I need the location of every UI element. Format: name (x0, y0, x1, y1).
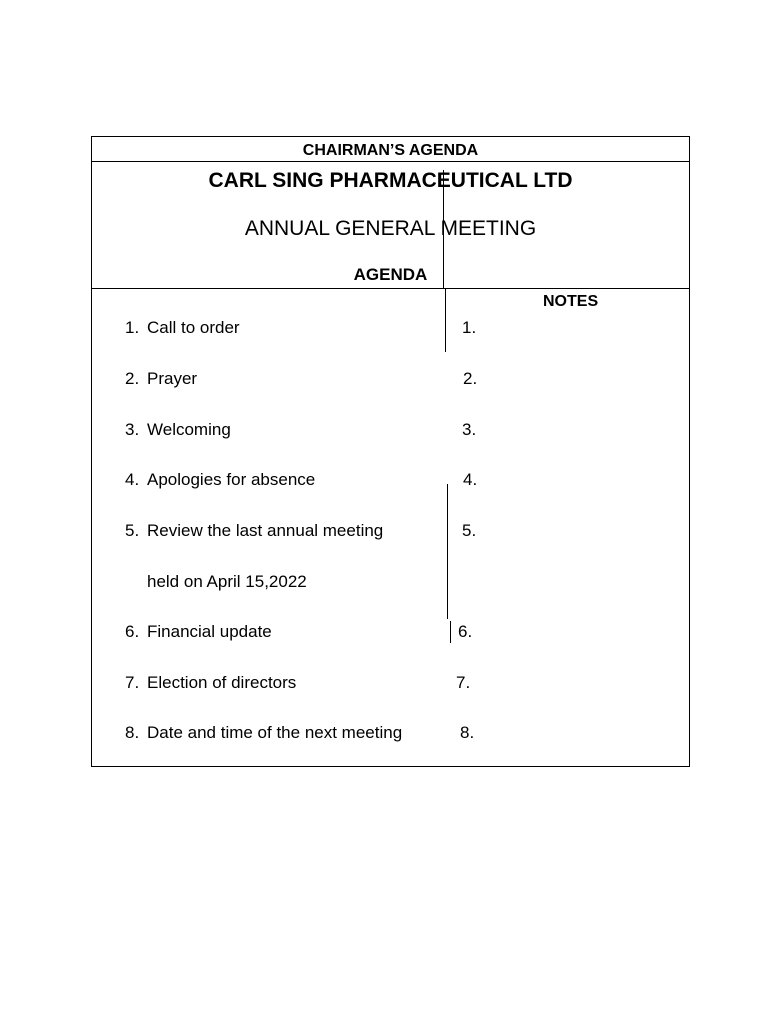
item-number: 4. (125, 470, 140, 489)
item-number: 8. (125, 723, 140, 742)
item-text: Prayer (147, 369, 198, 388)
item-number: 1. (125, 318, 140, 337)
item-number: 3. (125, 420, 140, 439)
body-vertical-line-3 (450, 621, 451, 643)
item-text: Apologies for absence (147, 470, 316, 489)
item-text: Welcoming (147, 420, 231, 439)
item-number: 5. (125, 521, 140, 540)
item-text: Financial update (147, 622, 272, 641)
note-number: 4. (463, 470, 478, 489)
company-name: CARL SING PHARMACEUTICAL LTD (208, 169, 573, 192)
item-text: Date and time of the next meeting (147, 723, 403, 742)
note-number: 8. (460, 723, 475, 742)
header-title: CHAIRMAN’S AGENDA (302, 142, 479, 159)
note-number: 2. (463, 369, 478, 388)
agenda-label: AGENDA (353, 265, 428, 284)
item-number: 7. (125, 673, 140, 692)
note-number: 7. (456, 673, 471, 692)
item-number: 2. (125, 369, 140, 388)
item-text: Review the last annual meeting (147, 521, 384, 540)
note-number: 5. (462, 521, 477, 540)
notes-label: NOTES (543, 293, 599, 310)
note-number: 3. (462, 420, 477, 439)
item-continuation: held on April 15,2022 (147, 572, 307, 591)
title-divider (92, 288, 689, 289)
meeting-title: ANNUAL GENERAL MEETING (244, 217, 537, 240)
body-vertical-line-1 (445, 289, 446, 352)
title-vertical-line (443, 170, 444, 288)
item-text: Election of directors (147, 673, 297, 692)
item-number: 6. (125, 622, 140, 641)
body-vertical-line-2 (447, 484, 448, 619)
header-divider (92, 161, 689, 162)
item-text: Call to order (147, 318, 240, 337)
note-number: 1. (462, 318, 477, 337)
agenda-table (91, 136, 690, 767)
note-number: 6. (458, 622, 473, 641)
